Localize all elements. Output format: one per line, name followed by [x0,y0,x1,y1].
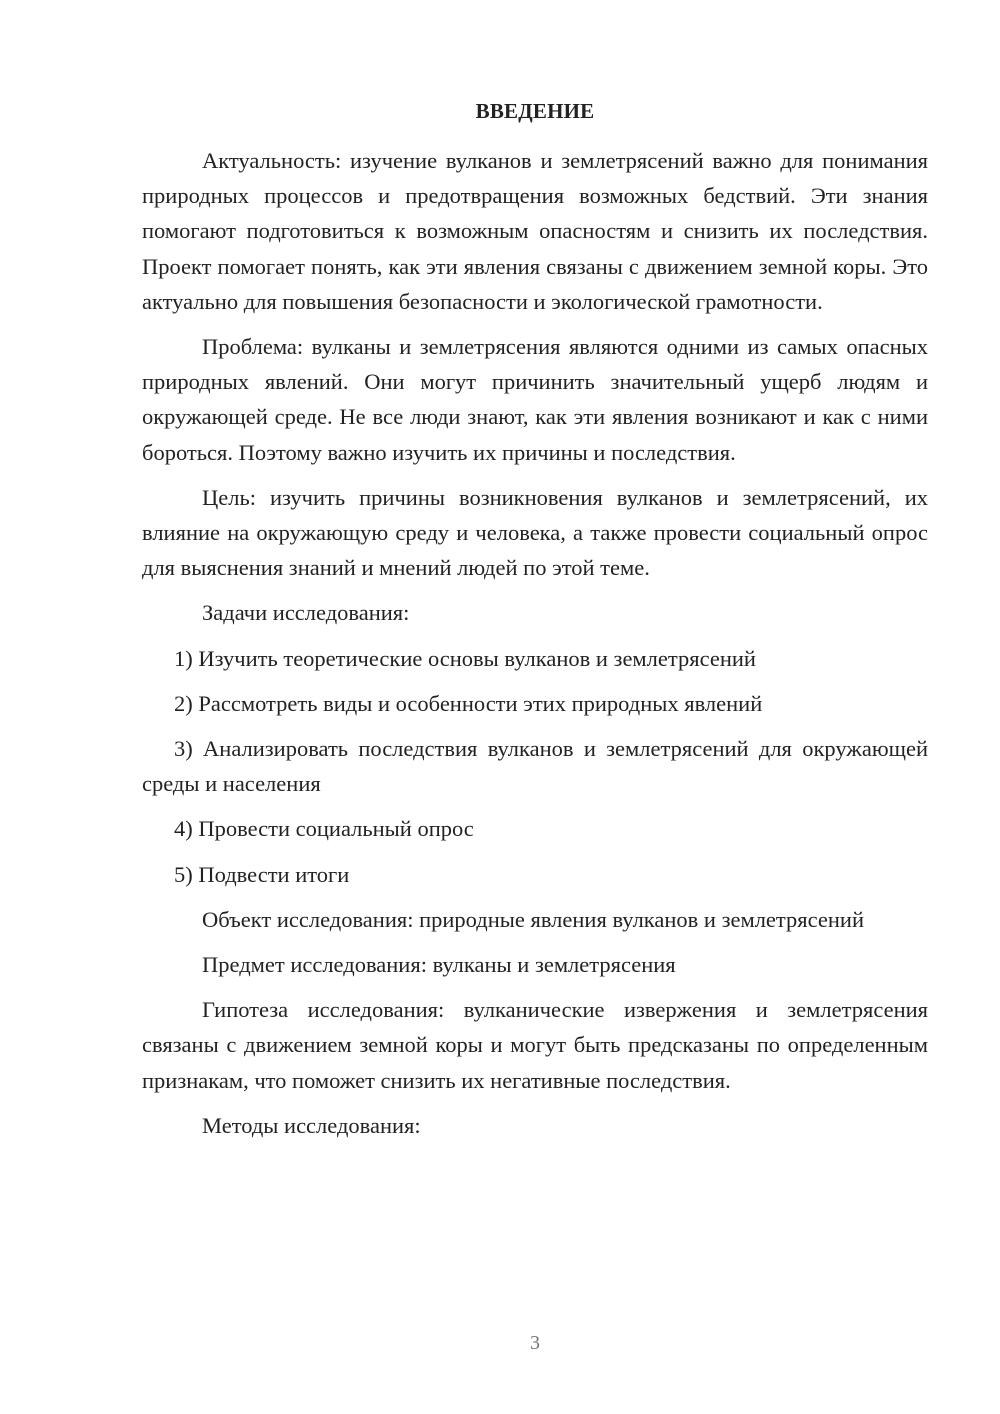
task-item: 2) Рассмотреть виды и особенности этих природных явлений [174,690,763,716]
tasks-intro: Задачи исследования: [202,600,410,626]
document-page [142,0,928,1414]
relevance-paragraph: Актуальность: изучение вулканов и землетрясений важно для понимания природных процессов и предотвращения возможных бедствий. Эти знания помогают подготовиться к возможным опасностям и снизить их последствия. Проект помогает понять, как эти явления связаны с движением земной коры. Это актуально для повышения безопасности и экологической грамотности. [142,148,928,314]
task-item: 1) Изучить теоретические основы вулканов и землетрясений [174,645,756,671]
methods-paragraph: Методы исследования: [202,1112,421,1138]
task-item: 4) Провести социальный опрос [174,816,474,842]
goal-paragraph: Цель: изучить причины возникновения вулканов и землетрясений, их влияние на окружающую среду и человека, а также провести социальный опрос для выяснения знаний и мнений людей по этой теме. [142,484,928,581]
hypothesis-paragraph: Гипотеза исследования: вулканические извержения и землетрясения связаны с движением земной коры и могут быть предсказаны по определенным признакам, что поможет снизить их негативные последствия. [142,997,928,1093]
problem-paragraph: Проблема: вулканы и землетрясения являются одними из самых опасных природных явлений. Они могут причинить значительный ущерб людям и окружающей среде. Не все люди знают, как эти явления возникают и как с ними бороться. Поэтому важно изучить их причины и последствия. [142,334,928,465]
task-item: 3) Анализировать последствия вулканов и землетрясений для окружающей среды и населения [142,736,928,797]
section-heading: ВВЕДЕНИЕ [475,99,595,123]
subject-paragraph: Предмет исследования: вулканы и землетрясения [202,952,676,978]
object-paragraph: Объект исследования: природные явления вулканов и землетрясений [202,906,864,932]
document-body [142,143,928,1153]
page-number: 3 [530,1332,540,1354]
task-item: 5) Подвести итоги [174,861,350,887]
